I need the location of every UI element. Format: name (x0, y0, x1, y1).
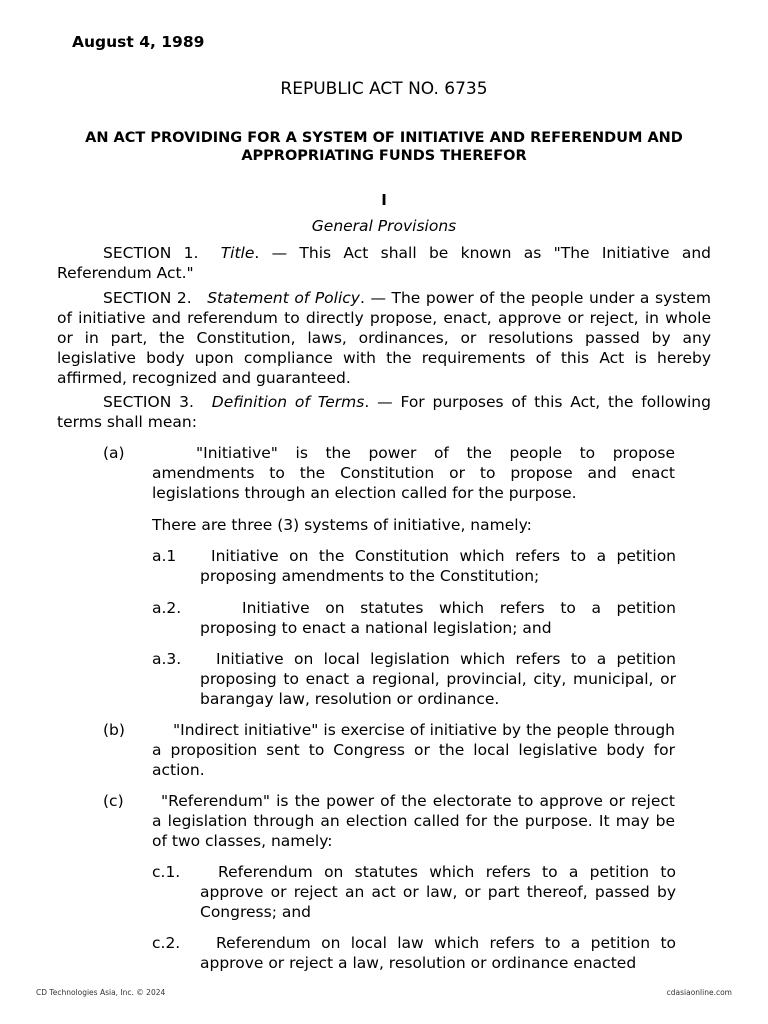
section-label: SECTION 2. (103, 289, 192, 307)
subitem-c2: Referendum on local law which refers to a petition to approve or reject a law, resolution or ordinance enacted (200, 934, 676, 972)
definition-label: (c) (103, 792, 124, 810)
subitem-c1: Referendum on statutes which refers to a petition to approve or reject an act or law, or part thereof, passed by Congress; and (200, 863, 676, 921)
section-heading: Definition of Terms (211, 393, 365, 411)
definition-indirect-initiative: "Indirect initiative" is exercise of initiative by the people through a proposition sent to Congress or the local legislative body for action. (152, 721, 675, 779)
subitem-a2: Initiative on statutes which refers to a petition proposing to enact a national legislation; and (200, 599, 676, 637)
subitem-label: c.1. (152, 863, 181, 881)
act-title-line: AN ACT PROVIDING FOR A SYSTEM OF INITIATIVE AND REFERENDUM AND (85, 130, 683, 146)
footer-site: cdasiaonline.com (666, 988, 732, 997)
definition-initiative: "Initiative" is the power of the people to propose amendments to the Constitution or to propose and enact legislations through an election called for the purpose. (152, 444, 675, 502)
initiative-systems-intro: There are three (3) systems of initiative, namely: (152, 516, 532, 534)
section-1 (57, 243, 711, 283)
act-number: REPUBLIC ACT NO. 6735 (280, 79, 488, 99)
section-text: . — This Act shall be known as "The Initiative and Referendum Act." (57, 244, 711, 282)
chapter-number: I (381, 191, 387, 209)
subitem-label: a.2. (152, 599, 182, 617)
footer-copyright: CD Technologies Asia, Inc. © 2024 (36, 988, 166, 997)
section-heading: Statement of Policy (207, 289, 360, 307)
act-title (56, 129, 712, 165)
subitem-label: a.1 (152, 547, 177, 565)
subitem-a3: Initiative on local legislation which refers to a petition proposing to enact a regional, provincial, city, municipal, or barangay law, resolution or ordinance. (200, 650, 676, 708)
definition-label: (a) (103, 444, 125, 462)
section-heading: Title (220, 244, 255, 262)
section-2 (57, 288, 711, 388)
section-label: SECTION 3. (103, 393, 194, 411)
section-3 (57, 392, 711, 432)
definition-referendum: "Referendum" is the power of the electorate to approve or reject a legislation through an election called for the purpose. It may be of two classes, namely: (152, 792, 675, 850)
subitem-a1: Initiative on the Constitution which refers to a petition proposing amendments to the Constitution; (200, 547, 676, 585)
chapter-name: General Provisions (311, 217, 457, 235)
subitem-label: c.2. (152, 934, 181, 952)
section-text: . — The power of the people under a system of initiative and referendum to directly propose, enact, approve or reject, in whole or in part, the Constitution, laws, ordinances, or resolutions passed by any legislative body upon compliance with the requirements of this Act is hereby affirmed, recognized and guaranteed. (57, 289, 711, 387)
section-label: SECTION 1. (103, 244, 199, 262)
section-text: . — For purposes of this Act, the following terms shall mean: (57, 393, 711, 431)
enactment-date: August 4, 1989 (72, 33, 205, 51)
definition-label: (b) (103, 721, 125, 739)
subitem-label: a.3. (152, 650, 182, 668)
act-title-line: APPROPRIATING FUNDS THEREFOR (241, 148, 527, 164)
